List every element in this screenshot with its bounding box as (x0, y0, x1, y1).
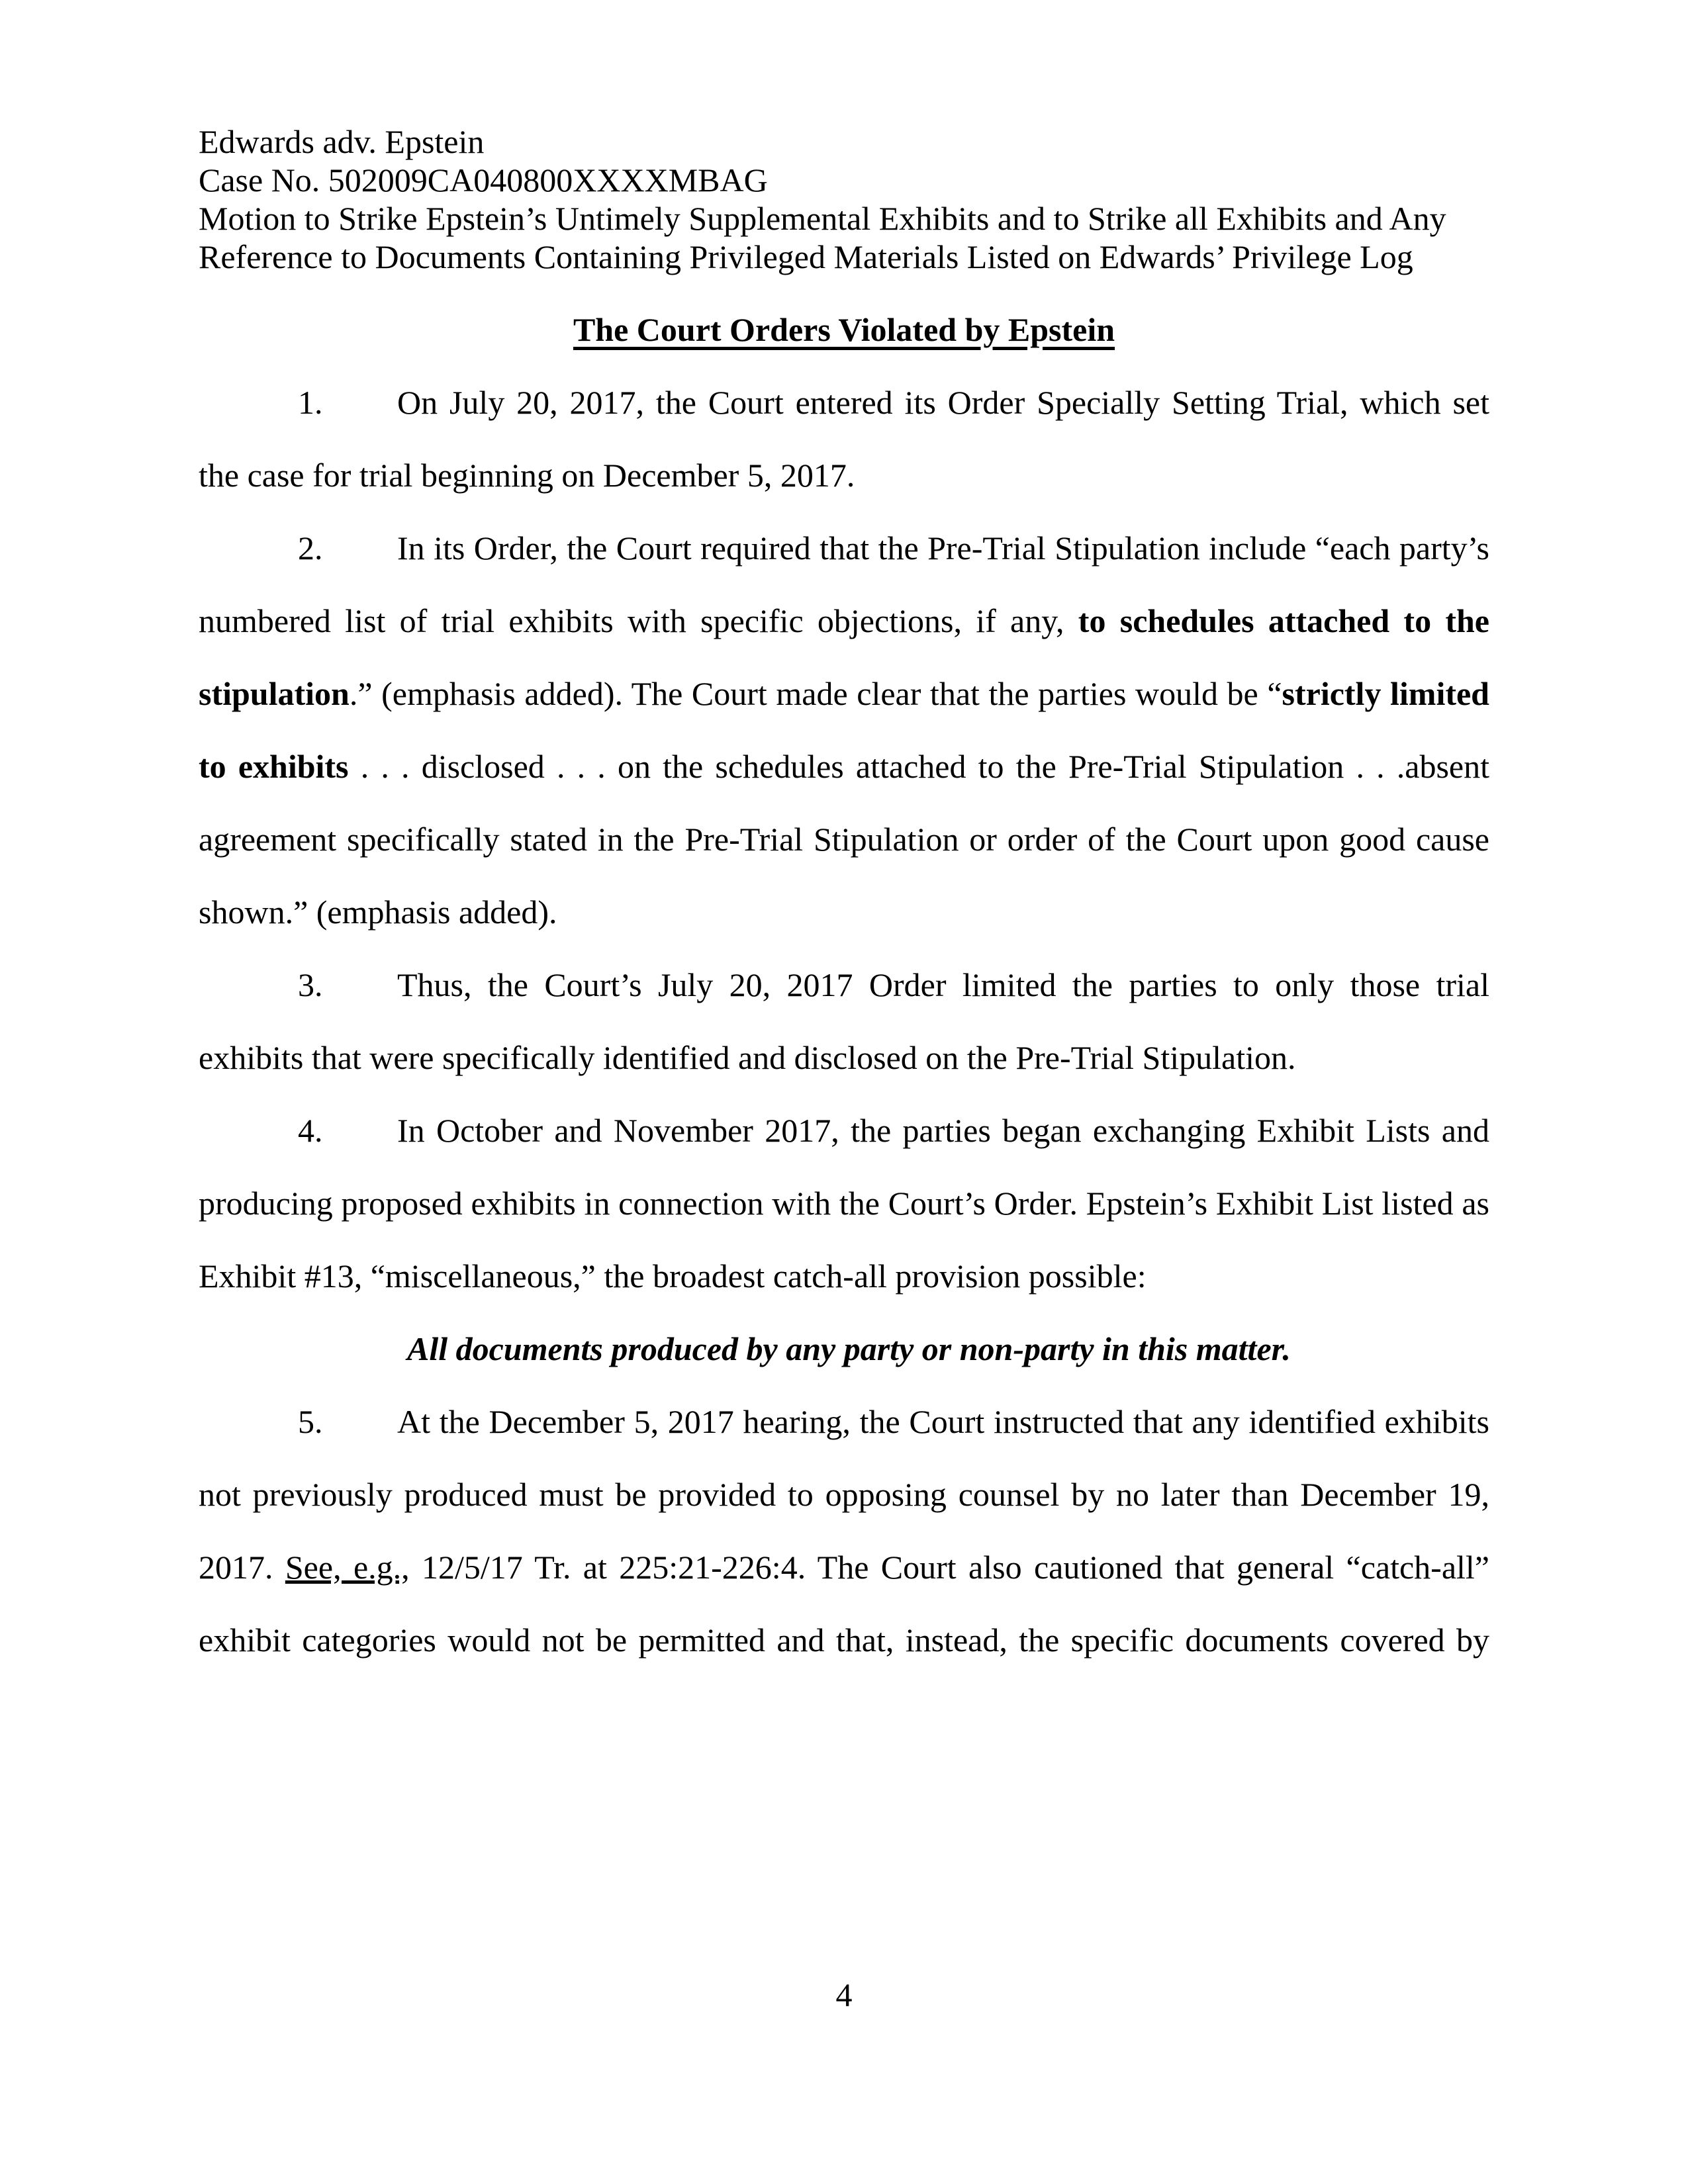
document-header (199, 122, 1489, 276)
text-run: . . . disclosed . . . on the schedules attached to the Pre-Trial Stipulation . . .absent agreement specifically stated in the Pre-Trial Stipulation or order of the Court upon good cause shown.” (emphasis added). (199, 748, 1490, 931)
document-body (199, 366, 1489, 1676)
text-run: See, e.g., (285, 1549, 410, 1586)
text-run: 12/5/17 Tr. at 225:21-226:4. The Court also cautioned that general “catch-all” exhibit categories would not be permitted and that, instead, the specific documents covered by (199, 1549, 1489, 1659)
page-number: 4 (835, 1976, 853, 2013)
text-run: At the December 5, 2017 hearing, the Court instructed that any identified exhibits not previously produced must be provided to opposing counsel by no later than December 19, 2017. (199, 1403, 1489, 1586)
document-content (199, 122, 1489, 1676)
paragraph-number: 5. (298, 1403, 323, 1440)
paragraph-number: 4. (298, 1112, 323, 1149)
paragraph (199, 948, 1489, 1094)
header-line-case-caption: Edwards adv. Epstein (199, 123, 485, 160)
block-quote (407, 1312, 1489, 1385)
paragraph (199, 1385, 1489, 1676)
paragraph (199, 1094, 1489, 1312)
header-line-case-number: Case No. 502009CA040800XXXXMBAG (199, 161, 768, 199)
text-run: Thus, the Court’s July 20, 2017 Order limited the parties to only those trial exhibits that were specifically identified and disclosed on the Pre-Trial Stipulation. (199, 966, 1489, 1076)
paragraph-number: 1. (298, 384, 323, 421)
paragraph-number: 2. (298, 529, 323, 567)
paragraph (199, 366, 1489, 512)
text-run: On July 20, 2017, the Court entered its Order Specially Setting Trial, which set the case for trial beginning on December 5, 2017. (199, 384, 1489, 494)
header-line-motion-title-1: Motion to Strike Epstein’s Untimely Supplemental Exhibits and to Strike all Exhibits and Any (199, 200, 1446, 237)
header-line-motion-title-2: Reference to Documents Containing Privileged Materials Listed on Edwards’ Privilege Log (199, 238, 1413, 275)
paragraph (199, 512, 1489, 948)
text-run: In October and November 2017, the parties began exchanging Exhibit Lists and producing proposed exhibits in connection with the Court’s Order. Epstein’s Exhibit List listed as Exhibit #13, “miscellaneous,” the broadest catch-all provision possible: (199, 1112, 1489, 1295)
text-run: strictly limited to exhibits (199, 675, 1489, 785)
paragraph-number: 3. (298, 966, 323, 1003)
text-run: .” (emphasis added). The Court made clear that the parties would be “ (349, 675, 1282, 712)
section-title: The Court Orders Violated by Epstein (573, 311, 1115, 348)
text-run: In its Order, the Court required that the Pre-Trial Stipulation include “each party’s numbered list of trial exhibits with specific objections, if any, (199, 529, 1489, 639)
text-run: All documents produced by any party or non-party in this matter. (407, 1330, 1291, 1367)
text-run: to schedules attached to the stipulation (199, 602, 1490, 712)
